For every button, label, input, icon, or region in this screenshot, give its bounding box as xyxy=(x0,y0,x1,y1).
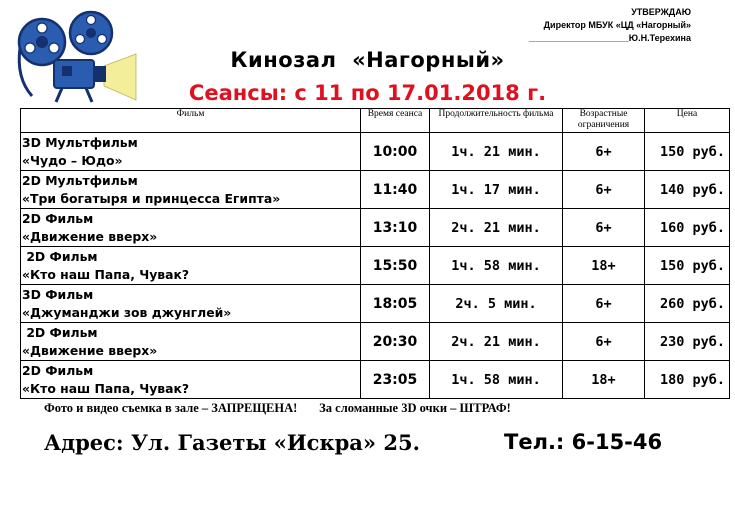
table-header-row xyxy=(21,109,730,133)
age-rating: 18+ xyxy=(563,247,645,285)
age-rating: 6+ xyxy=(563,285,645,323)
table-row xyxy=(21,285,730,323)
film-cell xyxy=(21,247,361,285)
schedule-table xyxy=(20,108,730,399)
notes-line xyxy=(44,401,511,416)
film-title: «Кто наш Папа, Чувак? xyxy=(22,380,190,396)
session-time: 23:05 xyxy=(361,361,430,399)
table-row xyxy=(21,323,730,361)
table-row xyxy=(21,361,730,399)
age-rating: 6+ xyxy=(563,171,645,209)
ticket-price: 160 руб. xyxy=(645,209,730,247)
column-header-duration: Продолжительность фильма xyxy=(430,109,563,133)
film-format: 3D Мультфильм xyxy=(22,134,138,150)
photo-ban-note: Фото и видео съемка в зале – ЗАПРЕЩЕНА! xyxy=(44,401,298,415)
session-time: 13:10 xyxy=(361,209,430,247)
film-cell xyxy=(21,133,361,171)
ticket-price: 230 руб. xyxy=(645,323,730,361)
ticket-price: 150 руб. xyxy=(645,247,730,285)
ticket-price: 150 руб. xyxy=(645,133,730,171)
film-title: «Джуманджи зов джунглей» xyxy=(22,304,232,320)
session-time: 11:40 xyxy=(361,171,430,209)
film-title: «Чудо – Юдо» xyxy=(22,152,123,168)
hall-title: Кинозал «Нагорный» xyxy=(230,48,505,72)
film-cell xyxy=(21,285,361,323)
film-title: «Движение вверх» xyxy=(22,228,158,244)
schedule-rows xyxy=(21,133,730,399)
film-format: 2D Фильм xyxy=(22,210,94,226)
column-header-time: Время сеанса xyxy=(361,109,430,133)
film-title: «Кто наш Папа, Чувак? xyxy=(22,266,190,282)
ticket-price: 140 руб. xyxy=(645,171,730,209)
film-duration: 1ч. 17 мин. xyxy=(430,171,563,209)
film-title: «Движение вверх» xyxy=(22,342,158,358)
table-row xyxy=(21,209,730,247)
film-cell xyxy=(21,361,361,399)
approval-position: Директор МБУК «ЦД «Нагорный» xyxy=(543,20,691,30)
table-row xyxy=(21,133,730,171)
approval-block xyxy=(529,6,691,45)
session-time: 15:50 xyxy=(361,247,430,285)
film-format: 2D Мультфильм xyxy=(22,172,138,188)
film-format: 2D Фильм xyxy=(22,324,98,340)
session-time: 10:00 xyxy=(361,133,430,171)
column-header-price: Цена xyxy=(645,109,730,133)
film-format: 2D Фильм xyxy=(22,248,98,264)
ticket-price: 180 руб. xyxy=(645,361,730,399)
table-row xyxy=(21,247,730,285)
footer xyxy=(44,430,704,455)
age-rating: 6+ xyxy=(563,209,645,247)
ticket-price: 260 руб. xyxy=(645,285,730,323)
glasses-fine-note: За сломанные 3D очки – ШТРАФ! xyxy=(319,401,511,415)
film-duration: 1ч. 58 мин. xyxy=(430,247,563,285)
film-duration: 1ч. 58 мин. xyxy=(430,361,563,399)
column-header-film: Фильм xyxy=(21,109,361,133)
column-header-age: Возрастные ограничения xyxy=(563,109,645,133)
film-title: «Три богатыря и принцесса Египта» xyxy=(22,190,281,206)
film-duration: 2ч. 5 мин. xyxy=(430,285,563,323)
film-cell xyxy=(21,171,361,209)
film-cell xyxy=(21,323,361,361)
film-duration: 2ч. 21 мин. xyxy=(430,323,563,361)
session-time: 20:30 xyxy=(361,323,430,361)
address: Адрес: Ул. Газеты «Искра» 25. xyxy=(44,430,420,455)
sessions-title: Сеансы: с 11 по 17.01.2018 г. xyxy=(188,81,547,105)
film-format: 2D Фильм xyxy=(22,362,94,378)
approval-signature: ____________________Ю.Н.Терехина xyxy=(528,33,691,43)
table-row xyxy=(21,171,730,209)
film-format: 3D Фильм xyxy=(22,286,94,302)
approval-title: УТВЕРЖДАЮ xyxy=(631,7,691,17)
age-rating: 6+ xyxy=(563,323,645,361)
film-duration: 1ч. 21 мин. xyxy=(430,133,563,171)
session-time: 18:05 xyxy=(361,285,430,323)
age-rating: 18+ xyxy=(563,361,645,399)
film-duration: 2ч. 21 мин. xyxy=(430,209,563,247)
phone: Тел.: 6-15-46 xyxy=(504,430,663,454)
age-rating: 6+ xyxy=(563,133,645,171)
film-cell xyxy=(21,209,361,247)
